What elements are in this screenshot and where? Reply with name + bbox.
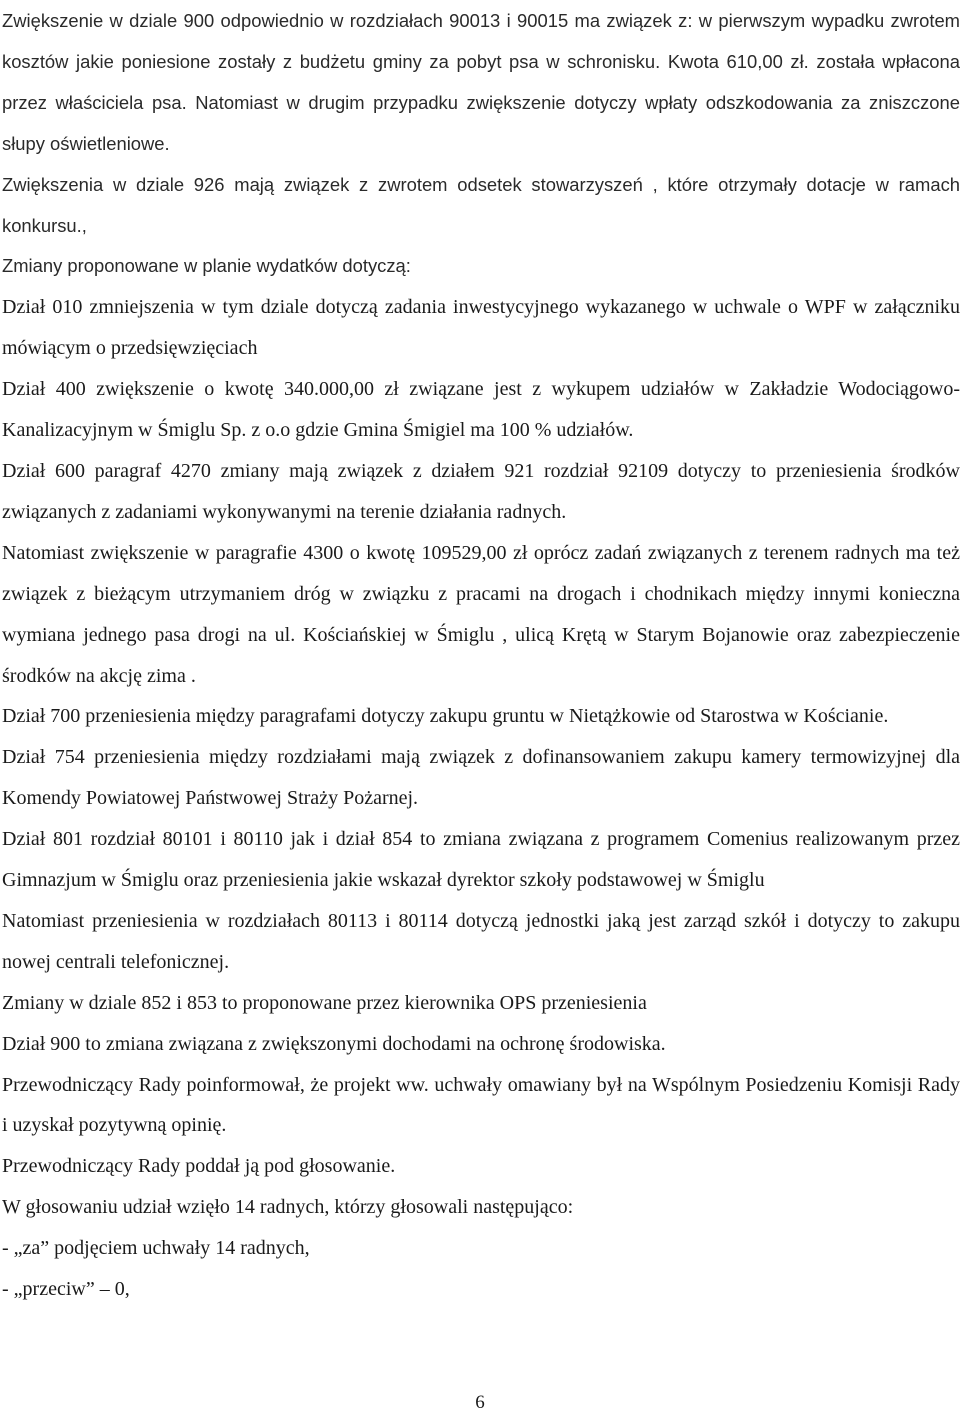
paragraph-dzial-900-wydatki: Dział 900 to zmiana związana z zwiększonymi dochodami na ochronę środowiska. — [2, 1032, 666, 1055]
paragraph-dzial-926: Zwiększenia w dziale 926 mają związek z zwrotem odsetek stowarzyszeń , które otrzymały dotacje w ramach konkursu., — [2, 173, 960, 236]
vote-against-line: - „przeciw” – 0, — [2, 1278, 130, 1301]
paragraph-rozdzialy-80113-80114: Natomiast przeniesienia w rozdziałach 80113 i 80114 dotyczą jednostki jaką jest zarząd szkół i dotyczy to zakupu nowej centrali telefonicznej. — [2, 909, 960, 973]
paragraph-dzial-754: Dział 754 przeniesienia między rozdziałami mają związek z dofinansowaniem zakupu kamery termowizyjnej dla Komendy Powiatowej Państwowej Straży Pożarnej. — [2, 746, 960, 810]
paragraph-zmiany-wydatkow: Zmiany proponowane w planie wydatków dotyczą: — [2, 255, 411, 277]
paragraph-dzial-900-dochody: Zwiększenie w dziale 900 odpowiednio w rozdziałach 90013 i 90015 ma związek z: w pierwszym wypadku zwrotem kosztów jakie poniesione zostały z budżetu gminy za pobyt psa w schronisku. Kwota 610,00 zł. została wpłacona przez właściciela psa. Natomiast w drugim przypadku zwiększenie dotyczy wpłaty odszkodowania za zniszczone słupy oświetleniowe. — [2, 10, 960, 154]
vote-for-line: - „za” podjęciem uchwały 14 radnych, — [2, 1237, 310, 1260]
paragraph-dzial-852-853: Zmiany w dziale 852 i 853 to proponowane przez kierownika OPS przeniesienia — [2, 991, 647, 1014]
page-number: 6 — [475, 1392, 485, 1413]
paragraph-dzial-600: Dział 600 paragraf 4270 zmiany mają związek z działem 921 rozdział 92109 dotyczy to przeniesienia środków związanych z zadaniami wykonywanymi na terenie działania radnych. — [2, 459, 960, 523]
paragraph-dzial-801: Dział 801 rozdział 80101 i 80110 jak i dział 854 to zmiana związana z programem Comenius realizowanym przez Gimnazjum w Śmiglu oraz przeniesienia jakie wskazał dyrektor szkoły podstawowej w Śmiglu — [2, 828, 960, 892]
paragraph-glosowanie: Przewodniczący Rady poddał ją pod głosowanie. — [2, 1155, 396, 1178]
paragraph-udzial-w-glosowaniu: W głosowaniu udział wzięło 14 radnych, którzy głosowali następująco: — [2, 1196, 574, 1219]
paragraph-dzial-400: Dział 400 zwiększenie o kwotę 340.000,00 zł związane jest z wykupem udziałów w Zakładzie Wodociągowo-Kanalizacyjnym w Śmiglu Sp. z o.o gdzie Gmina Śmigiel ma 100 % udziałów. — [2, 378, 960, 442]
paragraph-paragraf-4300: Natomiast zwiększenie w paragrafie 4300 o kwotę 109529,00 zł oprócz zadań związanych z terenem radnych ma też związek z bieżącym utrzymaniem dróg w związku z pracami na drogach i chodnikach między innymi konieczna wymiana jednego pasa drogi na ul. Kościańskiej w Śmiglu , ulicą Krętą w Starym Bojanowie oraz zabezpieczenie środków na akcję zima . — [2, 541, 960, 687]
paragraph-dzial-010: Dział 010 zmniejszenia w tym dziale dotyczą zadania inwestycyjnego wykazanego w uchwale o WPF w załączniku mówiącym o przedsięwzięciach — [2, 296, 960, 360]
paragraph-opinia-komisji: Przewodniczący Rady poinformował, że projekt ww. uchwały omawiany był na Wspólnym Posiedzeniu Komisji Rady i uzyskał pozytywną opinię. — [2, 1073, 960, 1137]
paragraph-dzial-700: Dział 700 przeniesienia między paragrafami dotyczy zakupu gruntu w Nietążkowie od Starostwa w Kościanie. — [2, 705, 889, 728]
